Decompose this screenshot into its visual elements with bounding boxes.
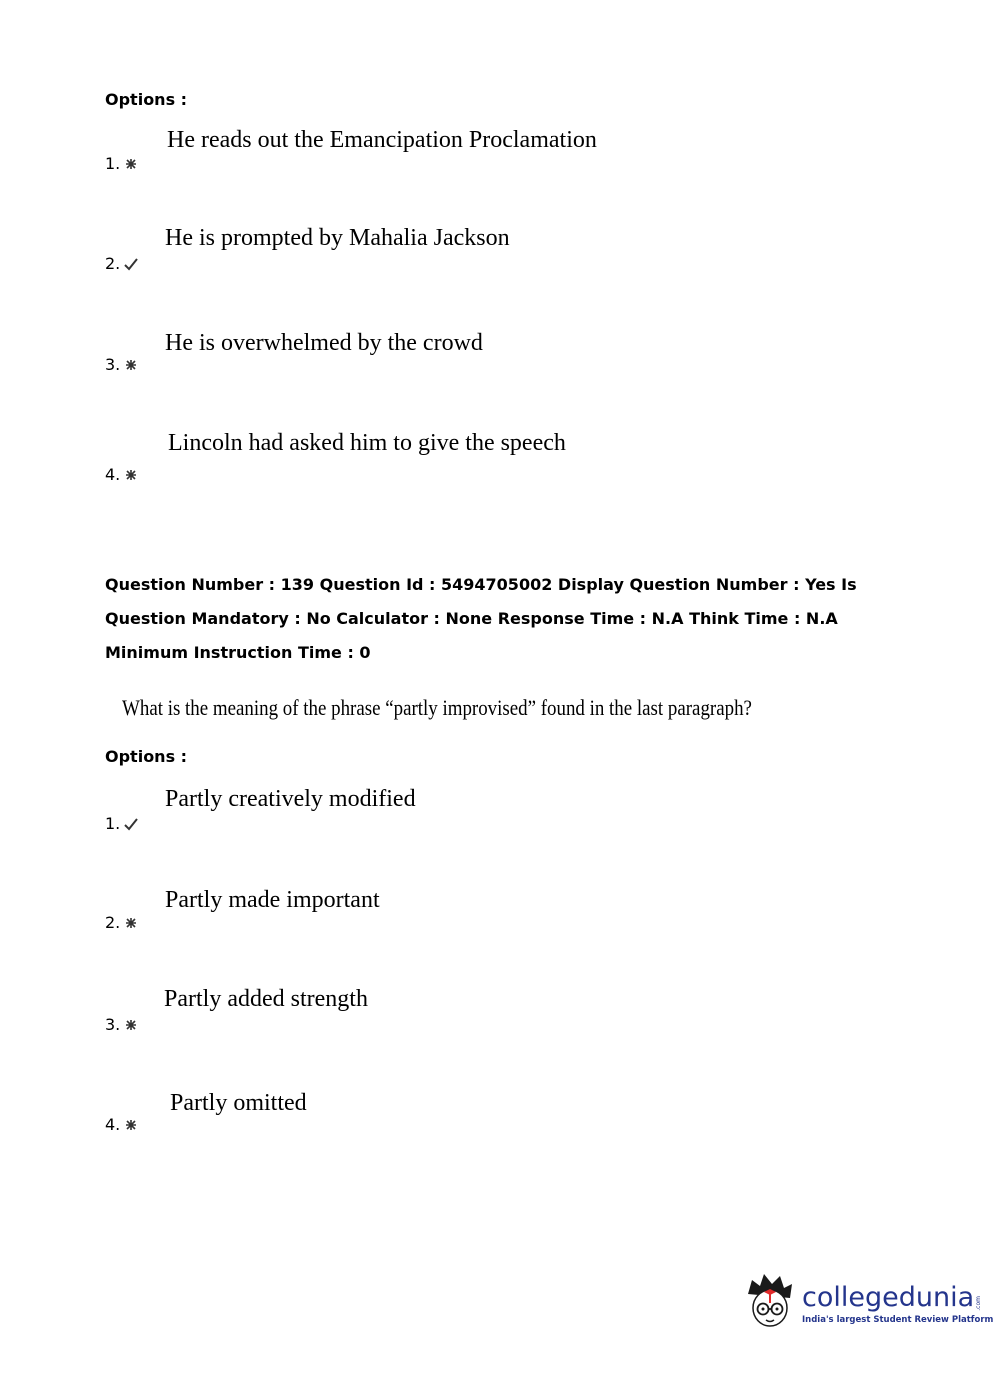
logo-tagline: India's largest Student Review Platform <box>802 1314 994 1325</box>
options-label: Options : <box>105 90 188 109</box>
option-number <box>105 465 138 484</box>
option-number <box>105 814 138 833</box>
option-number <box>105 154 138 173</box>
option-text: Partly creatively modified <box>165 786 416 812</box>
cross-icon <box>124 1018 138 1032</box>
option-number-label: 4. <box>105 465 121 484</box>
option-text: Partly added strength <box>164 986 368 1012</box>
cross-icon <box>124 916 138 930</box>
check-icon <box>124 257 138 271</box>
option-number <box>105 1015 138 1034</box>
option-text: Partly made important <box>165 887 380 913</box>
option-number <box>105 355 138 374</box>
cross-icon <box>124 1118 138 1132</box>
cross-icon <box>124 358 138 372</box>
logo-text-block <box>802 1281 994 1325</box>
option-number-label: 3. <box>105 355 121 374</box>
option-number <box>105 254 138 273</box>
cross-icon <box>124 468 138 482</box>
logo-name: collegedunia <box>802 1281 975 1313</box>
option-number-label: 3. <box>105 1015 121 1034</box>
option-number <box>105 1115 138 1134</box>
cross-icon <box>124 157 138 171</box>
option-number <box>105 913 138 932</box>
option-number-label: 2. <box>105 254 121 273</box>
option-text: Partly omitted <box>170 1090 307 1116</box>
mascot-icon <box>742 1272 798 1336</box>
check-icon <box>124 817 138 831</box>
option-number-label: 1. <box>105 154 121 173</box>
question-text: What is the meaning of the phrase “partly improvised” found in the last paragraph? <box>122 695 752 720</box>
question-meta: Question Number : 139 Question Id : 5494705002 Display Question Number : Yes Is Question Mandatory : No Calculator : None Response Time : N.A Think Time : N.A Minimum Instruction Time : 0 <box>105 575 857 662</box>
options-label: Options : <box>105 747 188 766</box>
option-text: Lincoln had asked him to give the speech <box>168 430 566 456</box>
option-number-label: 1. <box>105 814 121 833</box>
option-number-label: 2. <box>105 913 121 932</box>
option-text: He is overwhelmed by the crowd <box>165 330 483 356</box>
option-text: He reads out the Emancipation Proclamation <box>167 127 597 153</box>
option-text: He is prompted by Mahalia Jackson <box>165 225 510 251</box>
option-number-label: 4. <box>105 1115 121 1134</box>
logo-suffix: .com <box>975 1295 983 1311</box>
collegedunia-logo <box>742 1272 993 1336</box>
